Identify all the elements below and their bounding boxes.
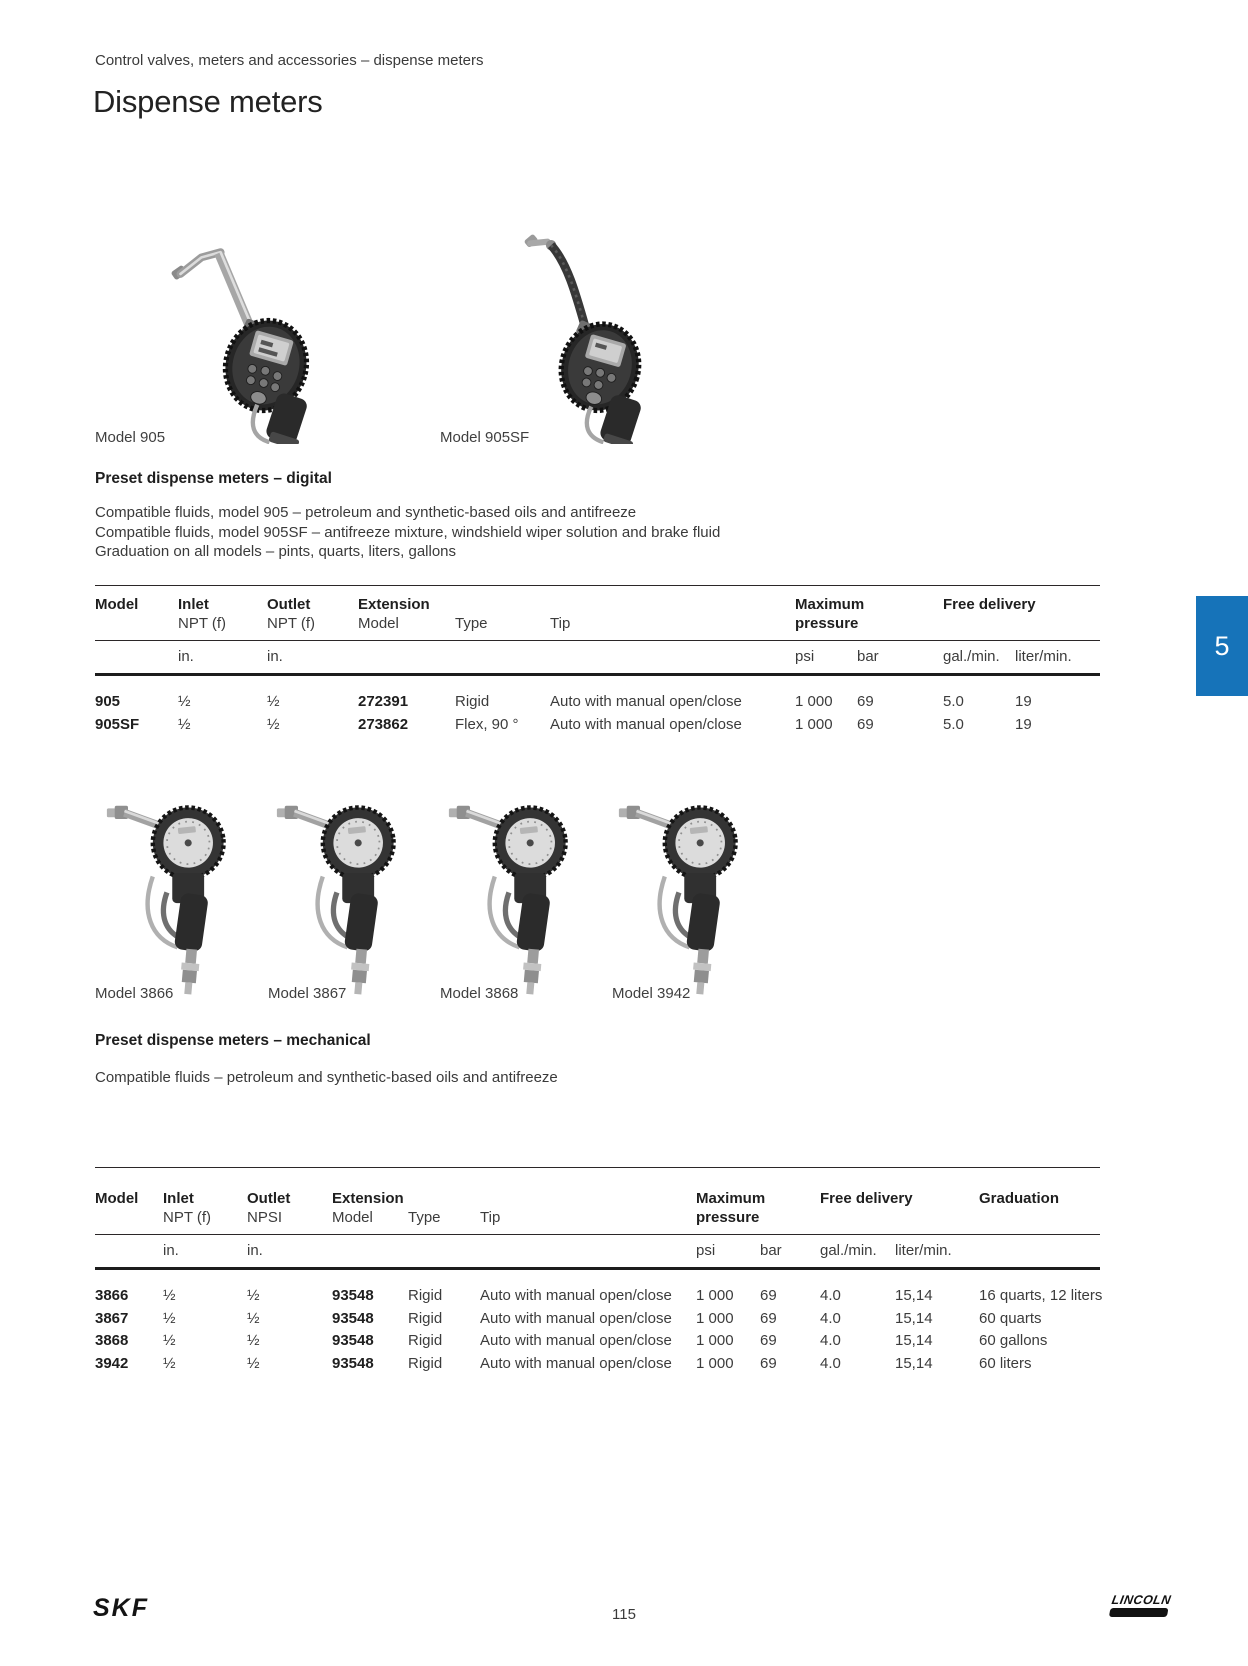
cell-gal: 4.0 [820, 1332, 841, 1349]
col-header-extension: Extension [358, 596, 430, 613]
cell-model: 905 [95, 693, 121, 710]
image-caption: Model 905SF [440, 429, 530, 446]
cell-model: 3868 [95, 1332, 129, 1349]
col-header-inlet: Inlet [178, 596, 209, 613]
col-header-maximum: Maximum [795, 596, 865, 613]
cell-bar: 69 [857, 693, 874, 710]
cell-type: Rigid [408, 1287, 443, 1304]
note-line: Compatible fluids – petroleum and synthetic-based oils and antifreeze [95, 1069, 558, 1086]
col-subheader-inlet: NPT (f) [163, 1209, 212, 1226]
digital-table [95, 585, 1100, 736]
cell-ext-model: 93548 [332, 1354, 374, 1372]
cell-type: Rigid [455, 693, 490, 710]
cell-model: 3942 [95, 1354, 129, 1372]
cell-liter: 19 [1015, 693, 1032, 710]
cell-model: 905SF [95, 715, 140, 733]
cell-model: 3866 [95, 1287, 129, 1304]
cell-bar: 69 [760, 1287, 777, 1304]
cell-graduation: 60 quarts [979, 1309, 1042, 1327]
cell-tip: Auto with manual open/close [480, 1354, 672, 1372]
cell-gal: 4.0 [820, 1354, 841, 1372]
cell-graduation: 16 quarts, 12 liters [979, 1287, 1103, 1304]
unit-outlet: in. [247, 1242, 263, 1259]
cell-outlet: ½ [267, 693, 280, 710]
col-header-outlet: Outlet [247, 1190, 291, 1207]
col-header-graduation: Graduation [979, 1190, 1060, 1207]
col-subheader-ext-model: Model [332, 1209, 373, 1226]
mechanical-notes [95, 1068, 558, 1088]
cell-gal: 4.0 [820, 1309, 841, 1327]
mechanical-meter-3867-image [272, 788, 432, 996]
digital-notes [95, 503, 720, 562]
units-row [95, 640, 1100, 676]
cell-bar: 69 [760, 1354, 777, 1372]
col-subheader-ext-tip: Tip [480, 1209, 501, 1226]
cell-ext-model: 273862 [358, 715, 409, 733]
unit-bar: bar [857, 648, 879, 665]
cell-psi: 1 000 [795, 715, 833, 733]
unit-psi: psi [795, 648, 815, 665]
cell-inlet: ½ [163, 1354, 176, 1372]
table-body [95, 676, 1100, 736]
unit-psi: psi [696, 1242, 716, 1259]
cell-type: Rigid [408, 1332, 443, 1349]
skf-logo: SKF [93, 1594, 149, 1622]
table-row [95, 714, 1100, 737]
cell-psi: 1 000 [795, 693, 833, 710]
unit-inlet: in. [178, 648, 194, 665]
cell-liter: 15,14 [895, 1287, 933, 1304]
cell-tip: Auto with manual open/close [550, 693, 742, 710]
col-header-model: Model [95, 596, 139, 613]
cell-tip: Auto with manual open/close [480, 1332, 672, 1349]
table-row [95, 1330, 1100, 1353]
cell-graduation: 60 gallons [979, 1332, 1048, 1349]
table-header [95, 585, 1100, 640]
section-heading-mechanical: Preset dispense meters – mechanical [95, 1032, 371, 1049]
unit-gal: gal./min. [943, 648, 1000, 665]
cell-inlet: ½ [163, 1309, 176, 1327]
cell-inlet: ½ [163, 1287, 176, 1304]
col-header-maximum: Maximum [696, 1190, 766, 1207]
cell-liter: 15,14 [895, 1309, 933, 1327]
cell-inlet: ½ [178, 715, 191, 733]
cell-psi: 1 000 [696, 1309, 734, 1327]
col-header-model: Model [95, 1190, 139, 1207]
col-subheader-ext-tip: Tip [550, 615, 571, 632]
image-caption: Model 3942 [612, 985, 691, 1002]
mechanical-meter-3868-image [444, 788, 604, 996]
unit-outlet: in. [267, 648, 283, 665]
unit-bar: bar [760, 1242, 782, 1259]
unit-liter: liter/min. [1015, 648, 1072, 665]
col-header-extension: Extension [332, 1190, 404, 1207]
section-heading-digital: Preset dispense meters – digital [95, 470, 332, 487]
col-header-free-delivery: Free delivery [943, 596, 1036, 613]
col-header-free-delivery: Free delivery [820, 1190, 913, 1207]
image-caption: Model 3867 [268, 985, 347, 1002]
cell-tip: Auto with manual open/close [480, 1287, 672, 1304]
table-row [95, 1308, 1100, 1331]
cell-ext-model: 93548 [332, 1287, 374, 1304]
cell-model: 3867 [95, 1309, 129, 1327]
cell-ext-model: 272391 [358, 693, 409, 710]
lincoln-logo [1109, 1593, 1172, 1617]
breadcrumb: Control valves, meters and accessories – dispense meters [95, 52, 484, 69]
col-header-pressure: pressure [795, 615, 859, 632]
cell-outlet: ½ [247, 1332, 260, 1349]
cell-tip: Auto with manual open/close [480, 1309, 672, 1327]
col-subheader-ext-model: Model [358, 615, 399, 632]
page-number: 115 [612, 1606, 636, 1623]
mechanical-table [95, 1167, 1103, 1375]
cell-ext-model: 93548 [332, 1309, 374, 1327]
lincoln-logo-bar [1109, 1608, 1169, 1617]
cell-graduation: 60 liters [979, 1354, 1032, 1372]
cell-gal: 5.0 [943, 715, 964, 733]
image-caption: Model 905 [95, 429, 166, 446]
table-row [95, 1285, 1103, 1308]
digital-meter-905-image [152, 226, 352, 444]
cell-bar: 69 [760, 1332, 777, 1349]
cell-outlet: ½ [267, 715, 280, 733]
col-subheader-outlet: NPT (f) [267, 615, 316, 632]
unit-liter: liter/min. [895, 1242, 952, 1259]
col-header-inlet: Inlet [163, 1190, 194, 1207]
cell-liter: 19 [1015, 715, 1032, 733]
note-line: Graduation on all models – pints, quarts, liters, gallons [95, 543, 457, 560]
cell-psi: 1 000 [696, 1354, 734, 1372]
cell-psi: 1 000 [696, 1332, 734, 1349]
image-caption: Model 3868 [440, 985, 519, 1002]
cell-gal: 4.0 [820, 1287, 841, 1304]
cell-bar: 69 [857, 715, 874, 733]
table-row [95, 691, 1100, 714]
lincoln-logo-text: LINCOLN [1110, 1593, 1173, 1607]
col-header-outlet: Outlet [267, 596, 311, 613]
chapter-tab: 5 [1196, 596, 1248, 696]
table-header [95, 1167, 1100, 1234]
page-title: Dispense meters [93, 84, 323, 119]
cell-gal: 5.0 [943, 693, 964, 710]
cell-psi: 1 000 [696, 1287, 734, 1304]
unit-inlet: in. [163, 1242, 179, 1259]
cell-liter: 15,14 [895, 1354, 933, 1372]
note-line: Compatible fluids, model 905 – petroleum and synthetic-based oils and antifreeze [95, 504, 637, 521]
image-caption: Model 3866 [95, 985, 174, 1002]
cell-type: Flex, 90 ° [455, 715, 519, 733]
table-row [95, 1353, 1100, 1376]
table-body [95, 1270, 1103, 1375]
cell-bar: 69 [760, 1309, 777, 1327]
cell-inlet: ½ [163, 1332, 176, 1349]
col-subheader-ext-type: Type [455, 615, 488, 632]
mechanical-meter-3942-image [614, 788, 774, 996]
cell-type: Rigid [408, 1309, 443, 1327]
cell-outlet: ½ [247, 1287, 260, 1304]
mechanical-meter-3866-image [102, 788, 262, 996]
col-subheader-inlet: NPT (f) [178, 615, 227, 632]
cell-type: Rigid [408, 1354, 443, 1372]
col-subheader-ext-type: Type [408, 1209, 441, 1226]
note-line: Compatible fluids, model 905SF – antifreeze mixture, windshield wiper solution and brake fluid [95, 523, 721, 541]
cell-tip: Auto with manual open/close [550, 715, 742, 733]
unit-gal: gal./min. [820, 1242, 877, 1259]
digital-meter-905sf-image [486, 226, 686, 444]
cell-ext-model: 93548 [332, 1332, 374, 1349]
units-row [95, 1234, 1100, 1270]
cell-outlet: ½ [247, 1309, 260, 1327]
cell-outlet: ½ [247, 1354, 260, 1372]
cell-liter: 15,14 [895, 1332, 933, 1349]
cell-inlet: ½ [178, 693, 191, 710]
col-subheader-outlet: NPSI [247, 1209, 283, 1226]
col-header-pressure: pressure [696, 1209, 760, 1226]
